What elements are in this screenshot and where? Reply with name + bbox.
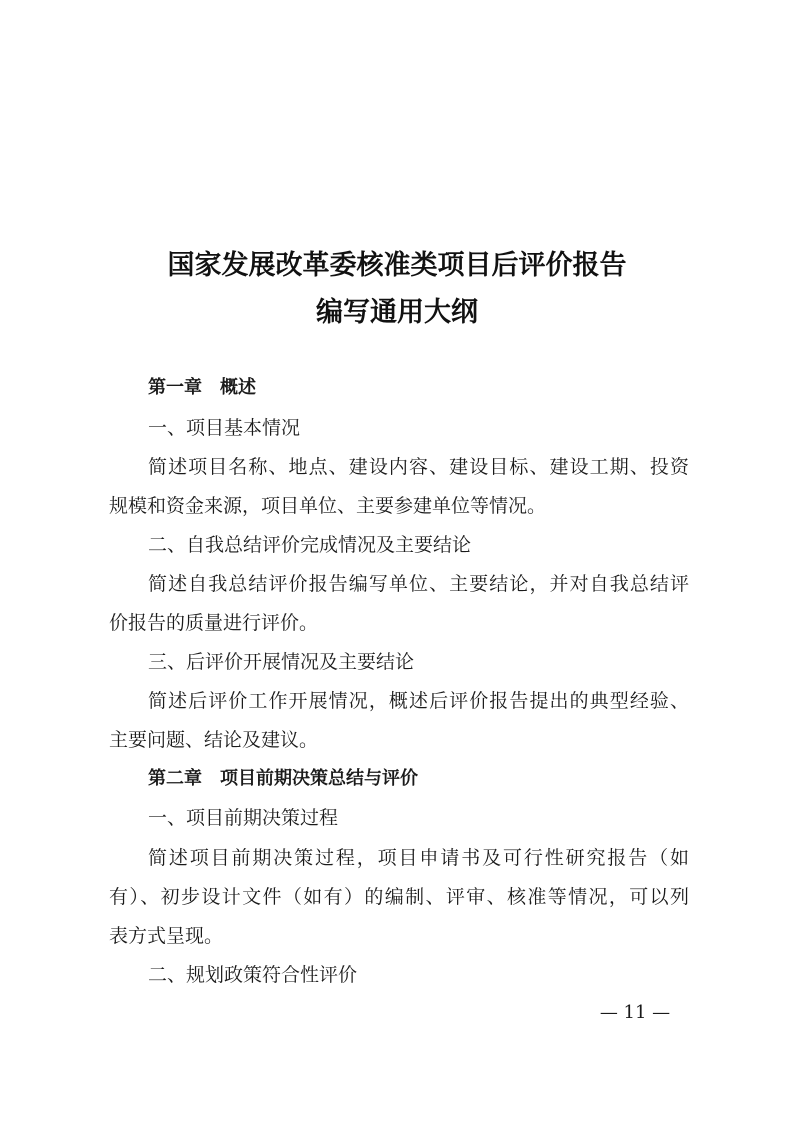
document-title-line2: 编写通用大纲: [316, 297, 478, 328]
page-number: — 11 —: [599, 1002, 671, 1023]
chapter-1-heading: 第一章 概述: [148, 377, 256, 398]
section-1-1-body-line2: 规模和资金来源，项目单位、主要参建单位等情况。: [109, 495, 547, 517]
section-1-3-body-line1: 简述后评价工作开展情况，概述后评价报告提出的典型经验、: [148, 690, 689, 712]
section-2-1-body-line1: 简述项目前期决策过程，项目申请书及可行性研究报告（如: [148, 847, 689, 869]
section-1-1-body-line1: 简述项目名称、地点、建设内容、建设目标、建设工期、投资: [148, 456, 689, 478]
section-2-2-heading: 二、规划政策符合性评价: [148, 964, 358, 986]
section-1-2-heading: 二、自我总结评价完成情况及主要结论: [148, 534, 472, 556]
section-2-1-heading: 一、项目前期决策过程: [148, 807, 339, 829]
chapter-2-heading: 第二章 项目前期决策总结与评价: [148, 768, 418, 789]
document-title-line1: 国家发展改革委核准类项目后评价报告: [167, 250, 627, 281]
section-1-2-body-line1: 简述自我总结评价报告编写单位、主要结论，并对自我总结评: [148, 573, 689, 595]
section-1-3-body-line2: 主要问题、结论及建议。: [109, 729, 319, 751]
section-1-2-body-line2: 价报告的质量进行评价。: [109, 612, 319, 634]
section-2-1-body-line2: 有）、初步设计文件（如有）的编制、评审、核准等情况，可以列: [109, 886, 689, 908]
section-1-1-heading: 一、项目基本情况: [148, 417, 301, 439]
section-2-1-body-line3: 表方式呈现。: [109, 925, 224, 947]
section-1-3-heading: 三、后评价开展情况及主要结论: [148, 651, 415, 673]
